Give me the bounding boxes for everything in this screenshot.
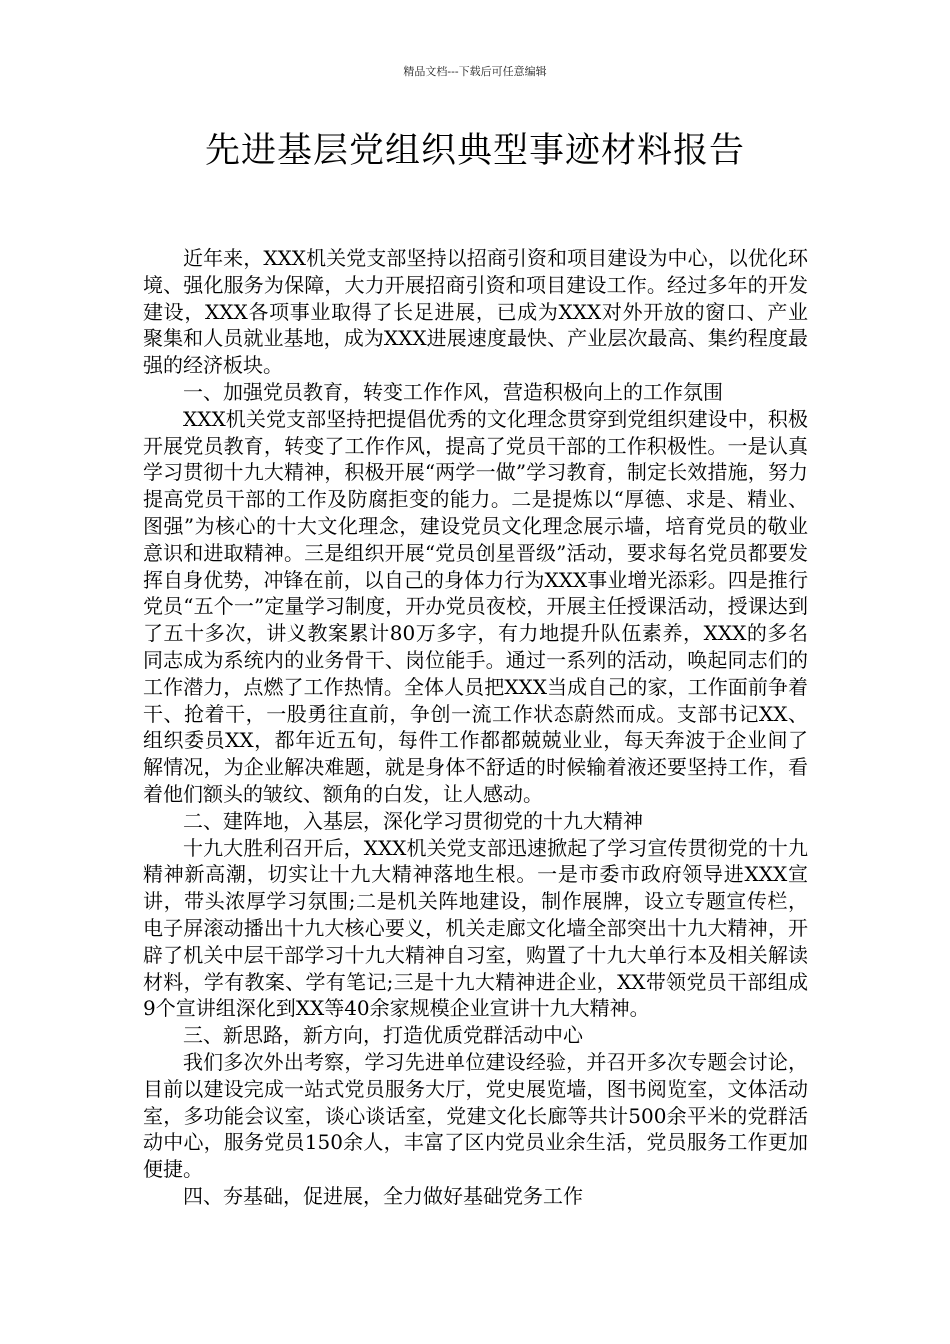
document-body — [143, 245, 808, 1210]
section-heading-1: 一、加强党员教育，转变工作作风，营造积极向上的工作氛围 — [183, 379, 723, 404]
section-heading-3: 三、新思路，新方向，打造优质党群活动中心 — [183, 1023, 583, 1048]
section-heading-4: 四、夯基础，促进展，全力做好基础党务工作 — [183, 1183, 583, 1208]
paragraph-section-3: 我们多次外出考察，学习先进单位建设经验，并召开多次专题会讨论，目前以建设完成一站式党员服务大厅，党史展览墙，图书阅览室，文体活动室，多功能会议室，谈心谈话室，党建文化长廊等共计500余平米的党群活动中心，服务党员150余人，丰富了区内党员业余生活，党员服务工作更加便捷。 — [143, 1049, 808, 1182]
paragraph-section-2: 十九大胜利召开后，XXX机关党支部迅速掀起了学习宣传贯彻党的十九精神新高潮，切实让十九大精神落地生根。一是市委市政府领导进XXX宣讲，带头浓厚学习氛围;二是机关阵地建设，制作展牌，设立专题宣传栏，电子屏滚动播出十九大核心要义，机关走廊文化墙全部突出十九大精神，开辟了机关中层干部学习十九大精神自习室，购置了十九大单行本及相关解读材料，学有教案、学有笔记;三是十九大精神进企业，XX带领党员干部组成9个宣讲组深化到XX等40余家规模企业宣讲十九大精神。 — [143, 835, 808, 1021]
page-header-watermark: 精品文档---下载后可任意编辑 — [403, 65, 547, 78]
paragraph-intro: 近年来，XXX机关党支部坚持以招商引资和项目建设为中心，以优化环境、强化服务为保障，大力开展招商引资和项目建设工作。经过多年的开发建设，XXX各项事业取得了长足进展，已成为XXX对外开放的窗口、产业聚集和人员就业基地，成为XXX进展速度最快、产业层次最高、集约程度最强的经济板块。 — [143, 246, 808, 378]
section-heading-2: 二、建阵地，入基层，深化学习贯彻党的十九大精神 — [183, 808, 643, 833]
document-title: 先进基层党组织典型事迹材料报告 — [204, 131, 745, 171]
paragraph-section-1: XXX机关党支部坚持把提倡优秀的文化理念贯穿到党组织建设中，积极开展党员教育，转变了工作作风，提高了党员干部的工作积极性。一是认真学习贯彻十九大精神，积极开展“两学一做”学习教育，制定长效措施，努力提高党员干部的工作及防腐拒变的能力。二是提炼以“厚德、求是、精业、图强”为核心的十大文化理念，建设党员文化理念展示墙，培育党员的敬业意识和进取精神。三是组织开展“党员创星晋级”活动，要求每名党员都要发挥自身优势，冲锋在前，以自己的身体力行为XXX事业增光添彩。四是推行党员“五个一”定量学习制度，开办党员夜校，开展主任授课活动，授课达到了五十多次，讲义教案累计80万多字，有力地提升队伍素养，XXX的多名同志成为系统内的业务骨干、岗位能手。通过一系列的活动，唤起同志们的工作潜力，点燃了工作热情。全体人员把XXX当成自己的家，工作面前争着干、抢着干，一股勇往直前，争创一流工作状态蔚然而成。支部书记XX、组织委员XX，都年近五旬，每件工作都都兢兢业业，每天奔波于企业间了解情况，为企业解决难题，就是身体不舒适的时候输着液还要坚持工作，看着他们额头的皱纹、额角的白发，让人感动。 — [143, 406, 808, 806]
